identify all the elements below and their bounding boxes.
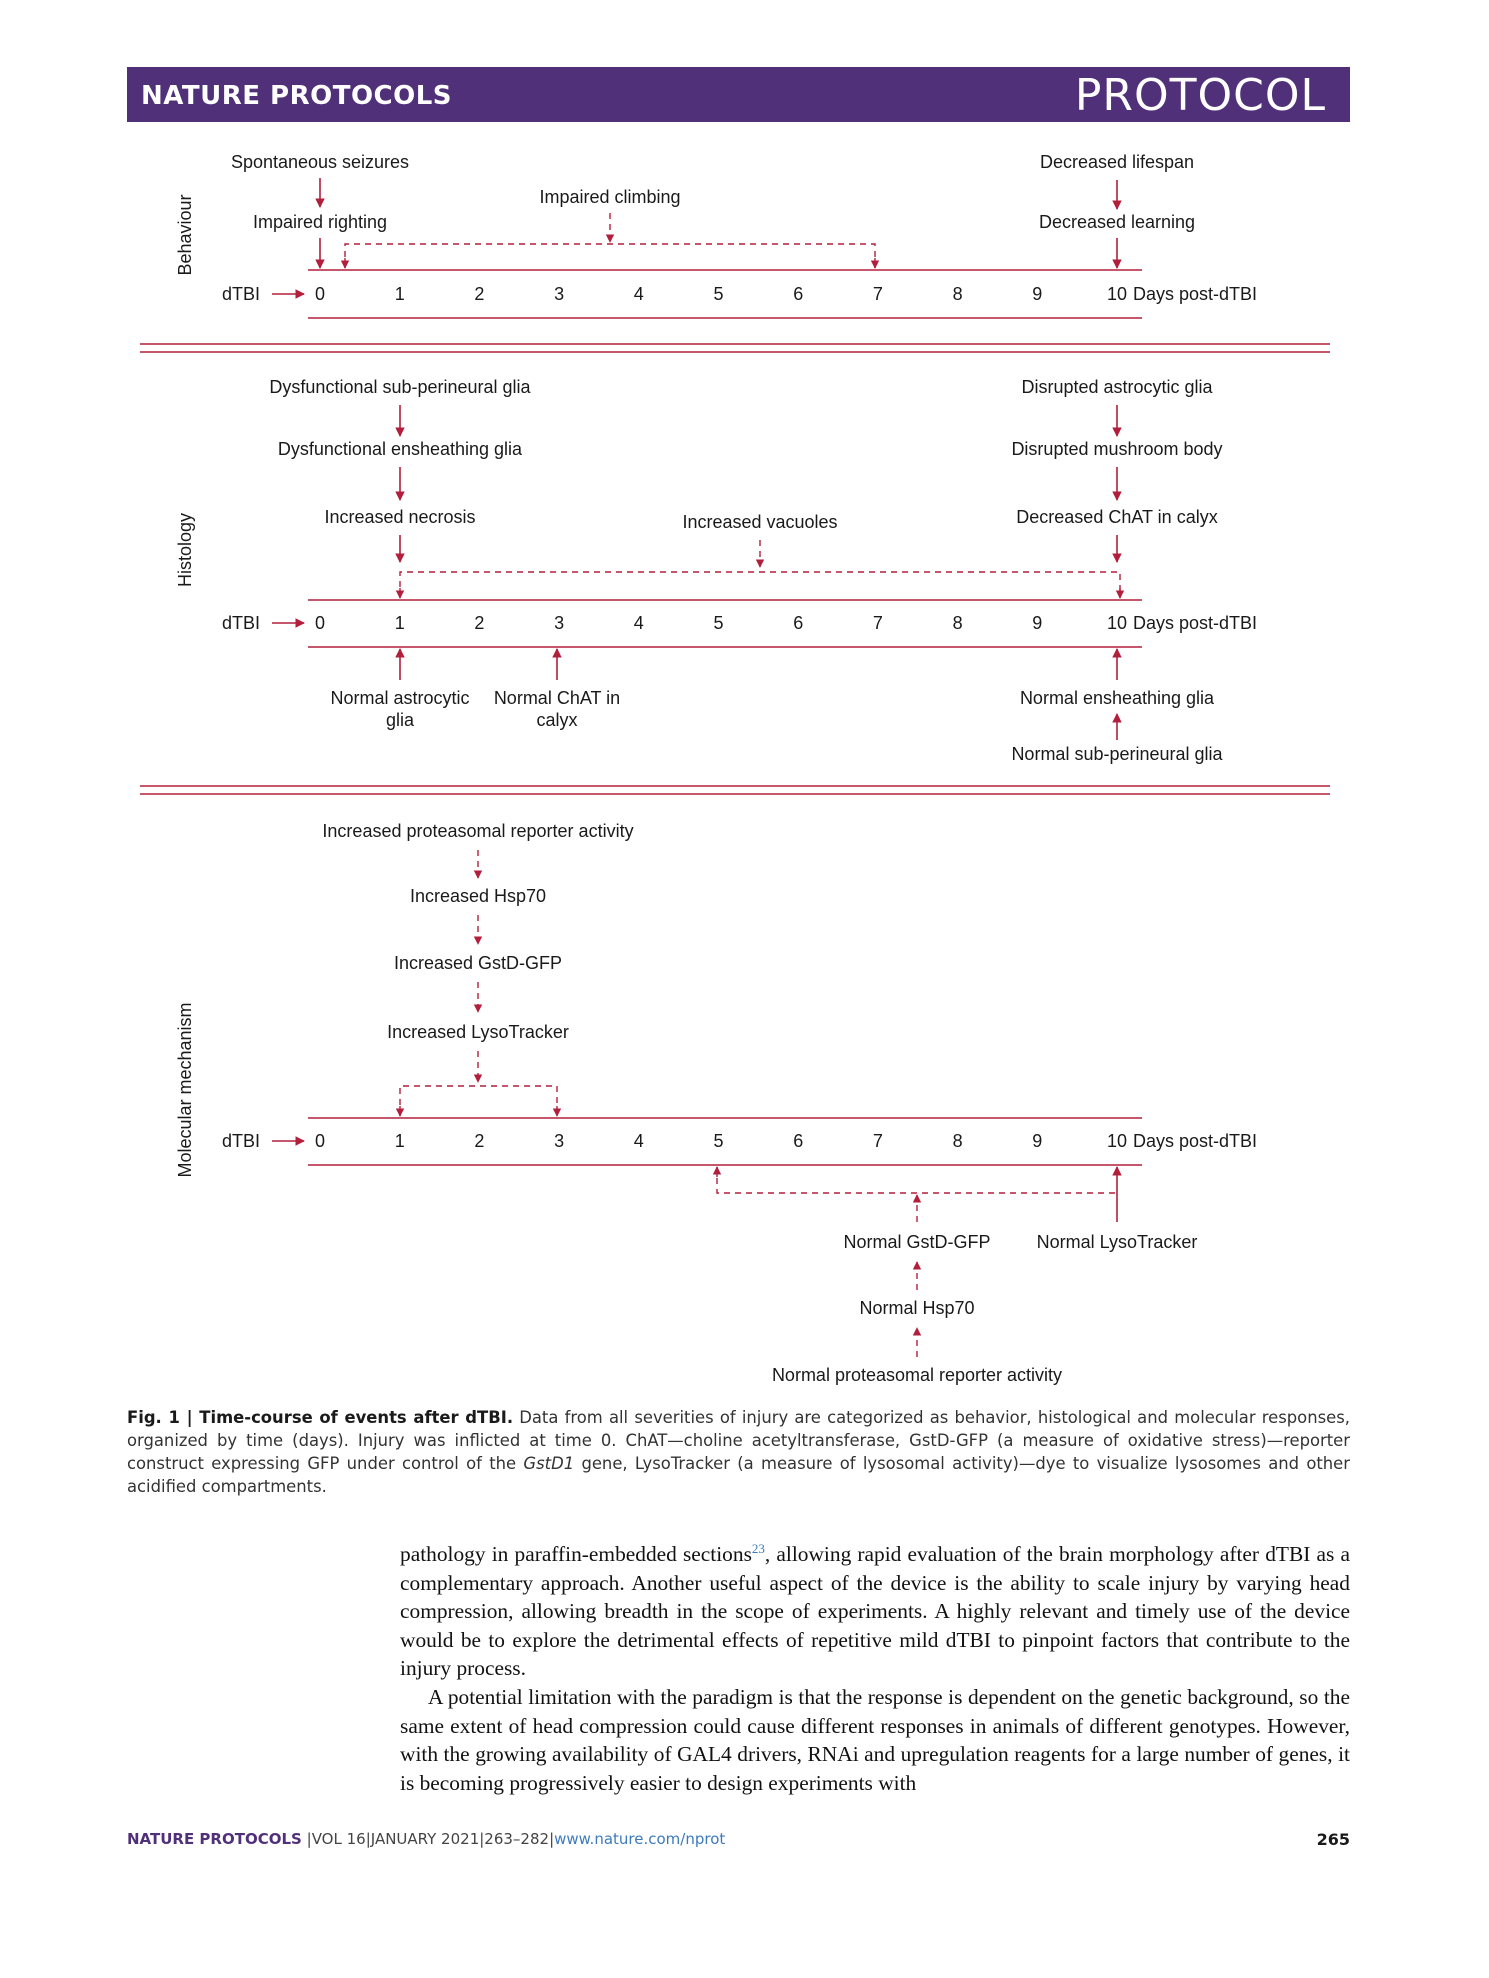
caption-text-2: gene, LysoTracker (a measure of lysosomal activity)—dye to visualize lysosomes and other acidified compartments. — [127, 1454, 1351, 1496]
axis-tick-label: 7 — [872, 613, 883, 633]
axis-tick-label: 1 — [394, 1131, 405, 1151]
axis-tick-label: 10 — [1106, 1131, 1128, 1151]
axis-tick-label: 5 — [713, 284, 724, 304]
label-impaired-climbing: Impaired climbing — [539, 187, 681, 207]
axis-tick-label: 10 — [1106, 284, 1128, 304]
label-norm-hsp70: Normal Hsp70 — [859, 1298, 975, 1318]
axis-start-label: dTBI — [222, 613, 261, 633]
axis-tick-label: 6 — [793, 284, 804, 304]
axis-start-label: dTBI — [222, 284, 261, 304]
axis-tick-label: 1 — [394, 613, 405, 633]
axis-histology — [222, 613, 1257, 633]
label-inc-lyso: Increased LysoTracker — [387, 1022, 569, 1042]
journal-name: NATURE PROTOCOLS — [141, 81, 453, 111]
axis-molecular — [222, 1131, 1257, 1151]
axis-tick-label: 4 — [633, 1131, 644, 1151]
axis-tick-label: 0 — [314, 1131, 326, 1151]
paragraph-1-text-b: , allowing rapid evaluation of the brain morphology after dTBI as a complementary approach. Another useful aspect of the device is the ability to scale injury by varying head compression, allowing breadth in the scope of experiments. A highly relevant and timely use of the device would be to explore the detrimental effects of repetitive mild dTBI to pinpoint factors that contribute to the injury process. — [400, 1542, 1350, 1681]
axis-unit-label: Days post-dTBI — [1133, 1131, 1258, 1151]
label-normal-ensheathing: Normal ensheathing glia — [1019, 688, 1215, 708]
footer-sep: | — [479, 1830, 485, 1848]
axis-start-label: dTBI — [222, 1131, 261, 1151]
reference-link[interactable]: 23 — [751, 1540, 765, 1556]
axis-tick-label: 10 — [1106, 613, 1128, 633]
axis-tick-label: 9 — [1032, 613, 1043, 633]
footer-journal: NATURE PROTOCOLS — [127, 1830, 302, 1848]
label-normal-astrocytic-2: glia — [385, 710, 415, 730]
label-dys-ensheathing: Dysfunctional ensheathing glia — [277, 439, 523, 459]
bracket-vacuoles — [400, 572, 1120, 598]
section-label-behaviour: Behaviour — [175, 194, 195, 276]
label-inc-proteasomal: Increased proteasomal reporter activity — [322, 821, 634, 841]
axis-tick-label: 0 — [314, 284, 326, 304]
label-norm-gstd: Normal GstD-GFP — [843, 1232, 991, 1252]
footer-sep: | — [365, 1830, 371, 1848]
page-number: 265 — [1316, 1830, 1350, 1849]
label-inc-gstd: Increased GstD-GFP — [393, 953, 563, 973]
axis-tick-label: 2 — [474, 613, 485, 633]
axis-tick-label: 7 — [872, 284, 883, 304]
footer-url[interactable]: www.nature.com/nprot — [554, 1830, 726, 1848]
axis-tick-label: 4 — [633, 613, 644, 633]
bracket-normal — [717, 1167, 1117, 1193]
label-disrupted-mushroom: Disrupted mushroom body — [1011, 439, 1223, 459]
paragraph-1-text-a: pathology in paraffin-embedded sections — [400, 1542, 752, 1566]
label-decreased-lifespan: Decreased lifespan — [1039, 152, 1195, 172]
paragraph-2: A potential limitation with the paradigm is that the response is dependent on the genetic background, so the same extent of head compression could cause different responses in animals of different genotypes. However, with the growing availability of GAL4 drivers, RNAi and upregulation reagents for a large number of genes, it is becoming progressively easier to design experiments with — [400, 1684, 1350, 1795]
axis-unit-label: Days post-dTBI — [1133, 613, 1258, 633]
caption-gene: GstD1 — [523, 1454, 575, 1473]
label-norm-proteasomal: Normal proteasomal reporter activity — [771, 1365, 1063, 1385]
footer-sep: | — [306, 1830, 312, 1848]
bracket-climbing — [345, 244, 875, 268]
axis-tick-label: 0 — [314, 613, 326, 633]
axis-tick-label: 6 — [793, 1131, 804, 1151]
axis-tick-label: 3 — [554, 1131, 565, 1151]
axis-tick-label: 9 — [1032, 1131, 1043, 1151]
section-label-molecular: Molecular mechanism — [175, 1002, 195, 1178]
axis-unit-label: Days post-dTBI — [1133, 284, 1258, 304]
label-inc-hsp70: Increased Hsp70 — [409, 886, 547, 906]
axis-tick-label: 8 — [952, 284, 963, 304]
label-decreased-chat: Decreased ChAT in calyx — [1016, 507, 1218, 527]
label-normal-chat-1: Normal ChAT in — [493, 688, 621, 708]
label-impaired-righting: Impaired righting — [252, 212, 388, 232]
label-increased-vacuoles: Increased vacuoles — [682, 512, 838, 532]
axis-tick-label: 5 — [713, 1131, 724, 1151]
label-normal-subperineurial: Normal sub-perineural glia — [1011, 744, 1223, 764]
axis-tick-label: 3 — [554, 284, 565, 304]
body-text — [400, 1540, 1350, 1797]
label-normal-astrocytic-1: Normal astrocytic — [330, 688, 470, 708]
axis-behaviour — [222, 284, 1257, 304]
label-increased-necrosis: Increased necrosis — [324, 507, 476, 527]
caption-label: Fig. 1 | Time-course of events after dTBI. — [127, 1408, 514, 1427]
axis-tick-label: 2 — [474, 1131, 485, 1151]
footer-date: JANUARY 2021 — [370, 1830, 480, 1848]
label-normal-chat-2: calyx — [536, 710, 578, 730]
axis-tick-label: 9 — [1032, 284, 1043, 304]
article-type: PROTOCOL — [1074, 70, 1326, 121]
axis-tick-label: 6 — [793, 613, 804, 633]
axis-tick-label: 5 — [713, 613, 724, 633]
figure-caption — [127, 1406, 1350, 1498]
label-dys-subperineurial: Dysfunctional sub-perineural glia — [269, 377, 531, 397]
label-decreased-learning: Decreased learning — [1038, 212, 1196, 232]
axis-tick-label: 1 — [394, 284, 405, 304]
label-disrupted-astrocytic: Disrupted astrocytic glia — [1021, 377, 1213, 397]
axis-tick-label: 8 — [952, 1131, 963, 1151]
bracket-lyso — [400, 1086, 557, 1116]
axis-tick-label: 7 — [872, 1131, 883, 1151]
footer-volume: VOL 16 — [311, 1830, 366, 1848]
label-norm-lyso: Normal LysoTracker — [1036, 1232, 1198, 1252]
axis-tick-label: 3 — [554, 613, 565, 633]
axis-tick-label: 2 — [474, 284, 485, 304]
caption-text-1: Data from all severities of injury are categorized as behavior, histological and molecular responses, organized by time (days). Injury was inflicted at time 0. ChAT—choline acetyltransferase, GstD-GFP (a measure of oxidative stress)—reporter construct expressing GFP under control of the — [127, 1408, 1350, 1473]
footer-sep: | — [549, 1830, 555, 1848]
section-label-histology: Histology — [175, 512, 195, 588]
paragraph-1 — [400, 1540, 1350, 1683]
page-footer — [127, 1830, 1350, 1848]
label-spontaneous-seizures: Spontaneous seizures — [230, 152, 410, 172]
axis-tick-label: 4 — [633, 284, 644, 304]
footer-pages: 263–282 — [484, 1830, 550, 1848]
axis-tick-label: 8 — [952, 613, 963, 633]
